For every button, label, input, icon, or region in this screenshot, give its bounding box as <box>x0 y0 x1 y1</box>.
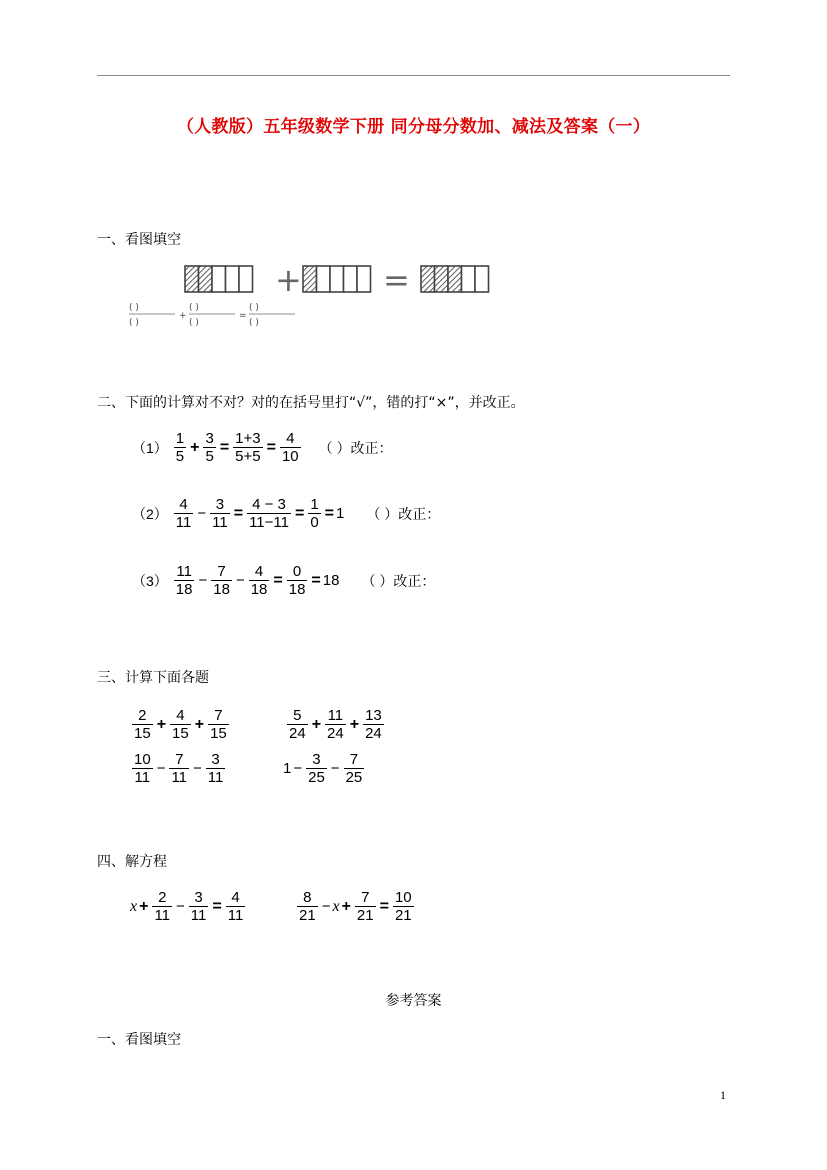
fraction: $\frac{7}{21}$ <box>356 889 374 925</box>
empty-cell <box>344 266 358 292</box>
fraction: $\frac{5}{24}$ <box>289 707 306 743</box>
answer-blank[interactable]: （ ）改正： <box>361 572 436 589</box>
blank3-den: ( ) <box>249 318 259 328</box>
figure-equals: = <box>383 262 410 299</box>
fraction: $\frac{2}{11}$ <box>154 889 171 925</box>
blank3-num: ( ) <box>249 303 259 313</box>
operator: − <box>321 898 331 916</box>
page-number: 1 <box>720 1088 726 1102</box>
shaded-cell <box>185 266 199 292</box>
empty-cell <box>330 266 344 292</box>
section2-heading: 二、下面的计算对不对？对的在括号里打“√”，错的打“×”，并改正。 <box>97 395 525 411</box>
operator: − <box>235 572 245 590</box>
equals: = <box>233 504 244 522</box>
check-item-2 <box>132 496 440 532</box>
fraction: $\frac{4 - 3}{11-11}$ <box>249 496 289 532</box>
equation-1 <box>130 889 247 925</box>
empty-cell <box>239 266 253 292</box>
empty-cell <box>226 266 240 292</box>
fraction: $\frac{1}{0}$ <box>310 496 319 532</box>
operator: − <box>330 760 340 778</box>
fraction: $\frac{10}{21}$ <box>394 889 412 925</box>
fraction: $\frac{4}{15}$ <box>172 707 189 743</box>
fraction: $\frac{4}{11}$ <box>227 889 244 925</box>
shaded-cell <box>199 266 213 292</box>
operator: + <box>349 715 360 733</box>
shaded-cell <box>421 266 435 292</box>
shaded-cell <box>448 266 462 292</box>
shaded-cell <box>435 266 449 292</box>
fraction: $\frac{11}{24}$ <box>327 707 344 743</box>
section3-heading: 三、计算下面各题 <box>97 670 209 686</box>
operator: + <box>190 438 200 456</box>
problem-2 <box>285 707 386 743</box>
operator: − <box>193 760 202 778</box>
small-plus: + <box>179 311 187 321</box>
variable-x: x <box>130 897 138 915</box>
operator: + <box>156 715 167 733</box>
section1-heading: 一、看图填空 <box>97 232 181 248</box>
blank1-den: ( ) <box>129 318 139 328</box>
equals: = <box>266 438 276 456</box>
fraction-bar-2 <box>303 266 371 292</box>
empty-cell <box>357 266 371 292</box>
shaded-cell <box>303 266 317 292</box>
fraction: $\frac{7}{15}$ <box>210 707 227 743</box>
item-label: （2） <box>132 505 168 522</box>
problem-1 <box>130 707 231 743</box>
fraction: $\frac{2}{15}$ <box>134 707 151 743</box>
fraction-bar-figure <box>125 262 505 334</box>
problem-4 <box>283 751 366 787</box>
equals: = <box>273 571 283 589</box>
operator: − <box>197 505 207 523</box>
equals: = <box>219 438 230 456</box>
fraction: $\frac{10}{11}$ <box>134 751 151 787</box>
answers-section1-heading: 一、看图填空 <box>97 1032 181 1048</box>
fraction-bar-3 <box>421 266 489 292</box>
fraction: $\frac{4}{18}$ <box>250 563 268 599</box>
result: 18 <box>322 572 340 590</box>
fraction: $\frac{3}{11}$ <box>190 889 207 925</box>
equation-2 <box>295 889 416 925</box>
fraction: $\frac{1}{5}$ <box>175 430 185 466</box>
equals: = <box>379 897 389 915</box>
operator: − <box>293 760 303 778</box>
empty-cell <box>475 266 489 292</box>
blank2-den: ( ) <box>189 318 199 328</box>
operator: − <box>176 898 185 916</box>
item-label: （1） <box>132 439 168 456</box>
check-item-3 <box>132 563 435 599</box>
equals: = <box>212 897 222 915</box>
fraction: $\frac{13}{24}$ <box>365 707 382 743</box>
small-equals: = <box>239 311 247 321</box>
header-rule <box>97 75 730 76</box>
empty-cell <box>462 266 476 292</box>
operator: + <box>341 897 351 915</box>
answers-heading: 参考答案 <box>385 993 442 1009</box>
fraction: $\frac{1+3}{5+5}$ <box>235 430 261 466</box>
section4-heading: 四、解方程 <box>97 854 167 870</box>
item-label: （3） <box>132 572 168 589</box>
blank2-num: ( ) <box>189 303 199 313</box>
fraction: $\frac{4}{11}$ <box>175 496 192 532</box>
fraction-bar-1 <box>185 266 253 292</box>
fraction: $\frac{7}{25}$ <box>345 751 363 787</box>
fraction: $\frac{3}{11}$ <box>212 496 228 532</box>
answer-blank[interactable]: （ ）改正： <box>318 439 393 456</box>
fraction: $\frac{11}{18}$ <box>175 563 193 599</box>
operator: + <box>139 897 149 915</box>
empty-cell <box>317 266 331 292</box>
empty-cell <box>212 266 226 292</box>
whole-number: 1 <box>283 760 292 778</box>
operator: − <box>198 572 208 590</box>
fraction: $\frac{4}{10}$ <box>281 430 299 466</box>
fraction: $\frac{8}{21}$ <box>299 889 316 925</box>
fraction: $\frac{0}{18}$ <box>288 563 306 599</box>
equals: = <box>294 504 305 522</box>
blank1-num: ( ) <box>129 303 139 313</box>
variable-x: x <box>332 897 340 915</box>
page-title: （人教版）五年级数学下册 同分母分数加、减法及答案（一） <box>176 117 651 137</box>
problem-3 <box>130 751 227 787</box>
check-item-1 <box>132 430 393 466</box>
equals: = <box>311 571 321 589</box>
answer-blank[interactable]: （ ）改正： <box>366 505 441 522</box>
figure-plus: + <box>275 262 302 299</box>
equals: = <box>324 504 334 522</box>
operator: + <box>194 715 205 733</box>
fraction: $\frac{3}{25}$ <box>308 751 325 787</box>
fraction: $\frac{7}{18}$ <box>213 563 230 599</box>
fraction: $\frac{3}{11}$ <box>207 751 224 787</box>
operator: + <box>311 715 322 733</box>
fraction: $\frac{7}{11}$ <box>171 751 188 787</box>
operator: − <box>156 760 166 778</box>
fraction: $\frac{3}{5}$ <box>205 430 214 466</box>
result: 1 <box>336 505 345 523</box>
